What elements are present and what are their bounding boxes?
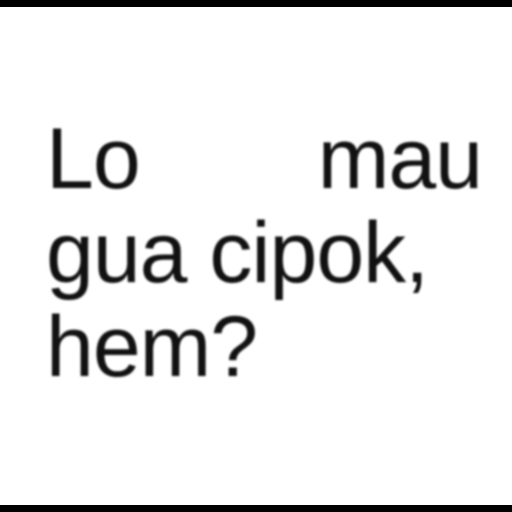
top-border-bar [0,0,512,7]
caption-line-3: hem? [46,299,258,395]
meme-caption [46,112,486,394]
caption-word-lo: Lo [46,111,140,207]
caption-line-2: gua cipok, [46,205,429,301]
bottom-border-bar [0,505,512,512]
caption-word-mau: mau [317,111,482,207]
caption-line-1 [46,112,482,206]
